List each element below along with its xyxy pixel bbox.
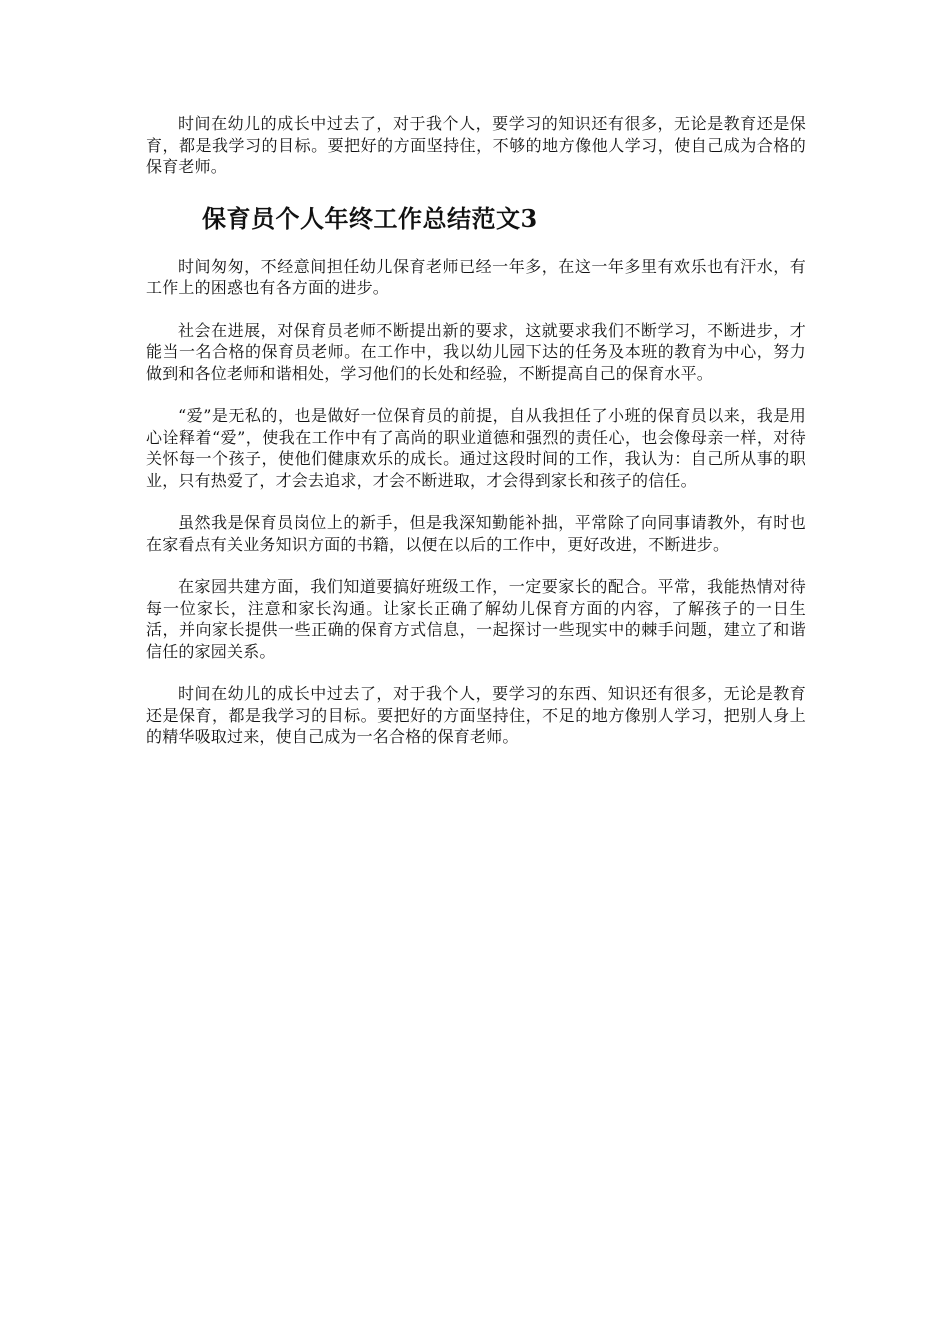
document-page [146, 113, 806, 748]
intro-paragraph: 时间在幼儿的成长中过去了，对于我个人，要学习的知识还有很多，无论是教育还是保育，都是我学习的目标。要把好的方面坚持住，不够的地方像他人学习，使自己成为合格的保育老师。 [146, 114, 806, 176]
body-paragraph-2: 社会在进展，对保育员老师不断提出新的要求，这就要求我们不断学习，不断进步，才能当一名合格的保育员老师。在工作中，我以幼儿园下达的任务及本班的教育为中心，努力做到和各位老师和谐相处，学习他们的长处和经验，不断提高自己的保育水平。 [146, 320, 806, 383]
body-paragraph-3: “爱”是无私的，也是做好一位保育员的前提，自从我担任了小班的保育员以来，我是用心诠释着“爱”，使我在工作中有了高尚的职业道德和强烈的责任心，也会像母亲一样，对待关怀每一个孩子，使他们健康欢乐的成长。通过这段时间的工作，我认为：自己所从事的职业，只有热爱了，才会去追求，才会不断进取，才会得到家长和孩子的信任。 [146, 406, 806, 490]
body-paragraph-6: 时间在幼儿的成长中过去了，对于我个人，要学习的东西、知识还有很多，无论是教育还是保育，都是我学习的目标。要把好的方面坚持住，不足的地方像别人学习，把别人身上的精华吸取过来，使自己成为一名合格的保育老师。 [146, 684, 806, 746]
body-paragraph-5: 在家园共建方面，我们知道要搞好班级工作，一定要家长的配合。平常，我能热情对待每一位家长，注意和家长沟通。让家长正确了解幼儿保育方面的内容，了解孩子的一日生活，并向家长提供一些正确的保育方式信息，一起探讨一些现实中的棘手问题，建立了和谐信任的家园关系。 [146, 577, 806, 661]
body-paragraph-1: 时间匆匆，不经意间担任幼儿保育老师已经一年多，在这一年多里有欢乐也有汗水，有工作上的困惑也有各方面的进步。 [146, 256, 806, 297]
body-paragraph-4: 虽然我是保育员岗位上的新手，但是我深知勤能补拙，平常除了向同事请教外，有时也在家看点有关业务知识方面的书籍，以便在以后的工作中，更好改进，不断进步。 [146, 513, 806, 554]
section-title: 保育员个人年终工作总结范文3 [202, 203, 538, 233]
